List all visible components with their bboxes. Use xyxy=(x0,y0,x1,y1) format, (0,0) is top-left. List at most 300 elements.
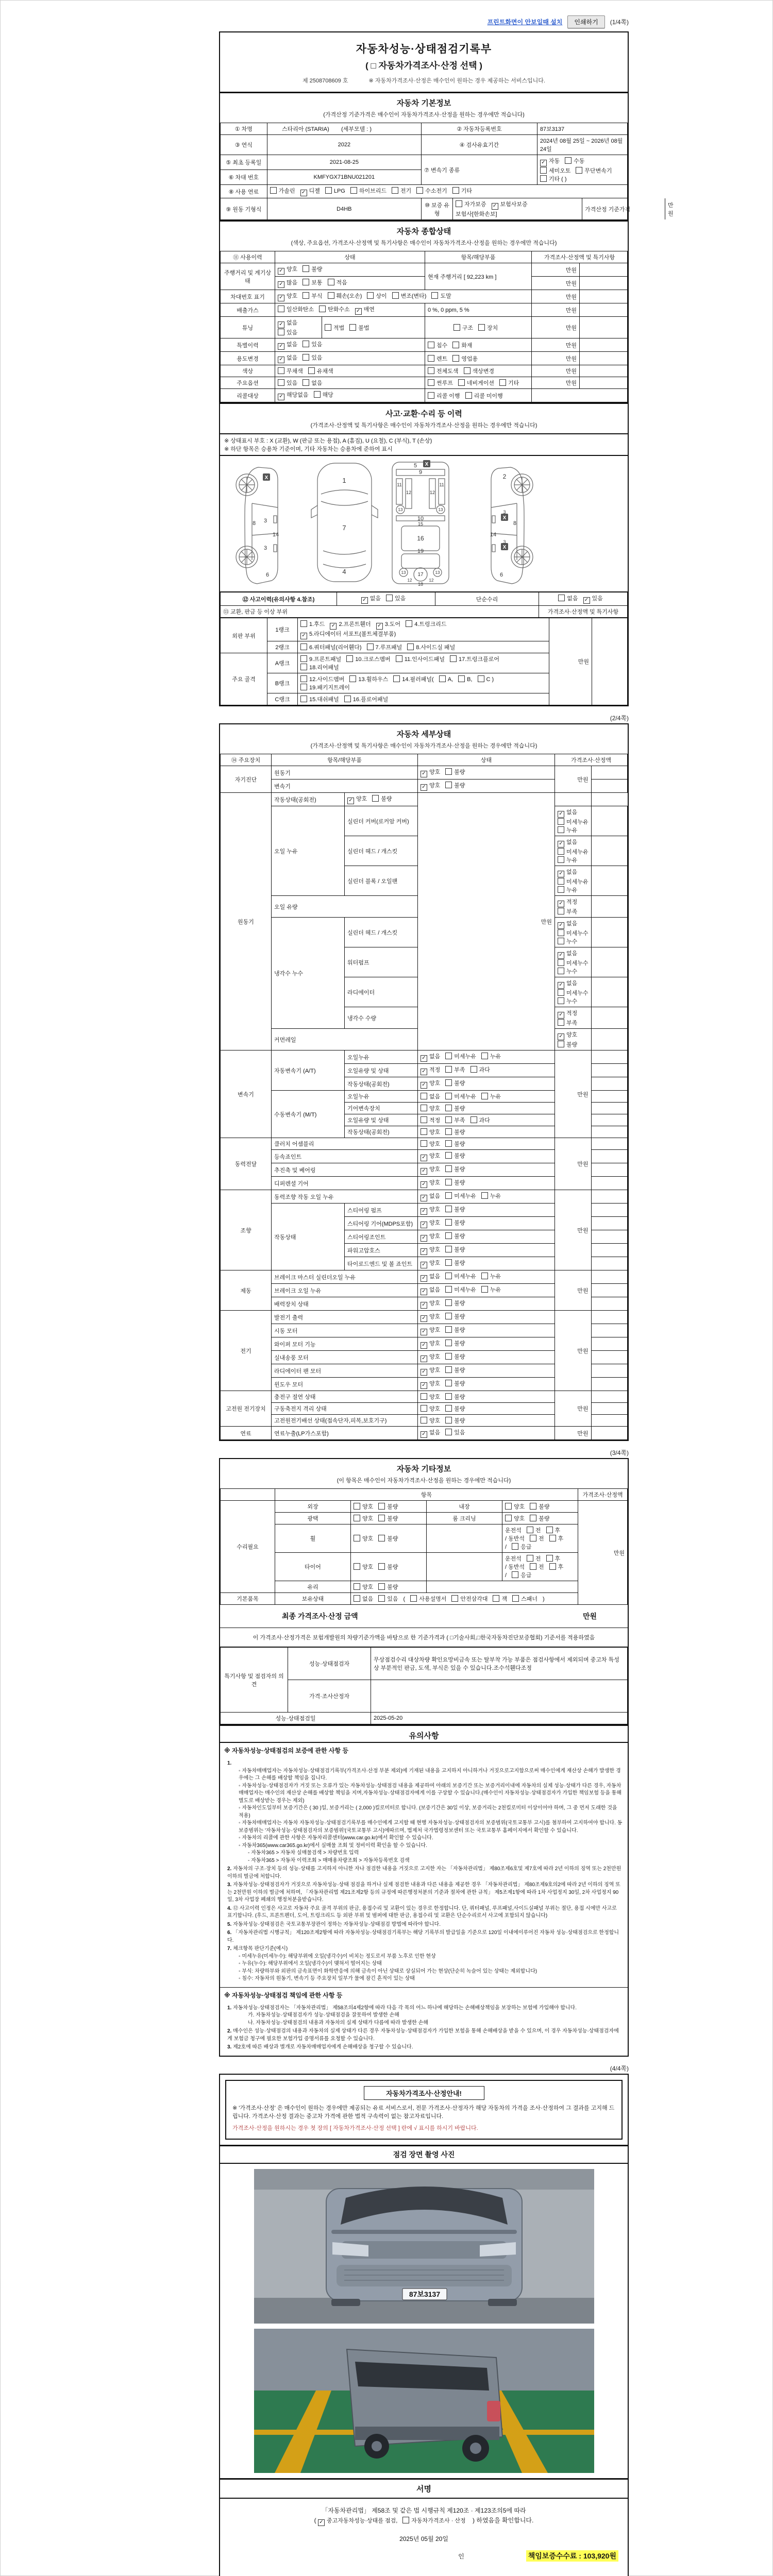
price-input-cell[interactable] xyxy=(591,1230,628,1244)
checkbox-불량[interactable] xyxy=(445,1366,452,1373)
checkbox-누수[interactable] xyxy=(558,938,564,944)
checkbox-리콜 이행[interactable] xyxy=(428,392,434,399)
checkbox-없음[interactable] xyxy=(421,1093,427,1099)
checkbox-무단변속기[interactable] xyxy=(576,167,582,174)
price-input-cell[interactable] xyxy=(580,365,628,377)
checkbox-미세누수[interactable] xyxy=(558,929,564,936)
checkbox-불량[interactable] xyxy=(445,1128,452,1135)
check-option: 화재 xyxy=(452,341,472,349)
price-input-cell[interactable] xyxy=(591,1364,628,1378)
checkbox-영업용[interactable] xyxy=(452,355,459,362)
price-input-cell[interactable] xyxy=(591,1103,628,1114)
checkbox-누수[interactable] xyxy=(558,997,564,1004)
price-input-cell[interactable] xyxy=(591,1217,628,1230)
checkbox-3.도어[interactable]: ✓ xyxy=(376,623,383,630)
checkbox-양호[interactable]: ✓ xyxy=(347,798,354,804)
checkbox-후[interactable] xyxy=(546,1555,553,1562)
emission-values: 0 %, 0 ppm, 5 % xyxy=(425,303,532,317)
notice-section-a-title: ※ 자동차성능·상태점검의 보증에 관한 사항 등 xyxy=(220,1742,628,1758)
checkbox-없음[interactable]: ✓ xyxy=(558,871,564,877)
price-input-cell[interactable] xyxy=(591,1337,628,1351)
checkbox-양호[interactable] xyxy=(421,1128,427,1135)
price-input-cell[interactable] xyxy=(591,1007,628,1029)
checkbox-있음[interactable] xyxy=(378,1595,385,1602)
checkbox-불량[interactable] xyxy=(378,1563,385,1570)
price-input-cell[interactable] xyxy=(580,303,628,317)
checkbox-14.필러패널([interactable] xyxy=(393,675,400,682)
check-option: 수소전기 xyxy=(416,187,447,195)
checkbox-하이브리드[interactable] xyxy=(350,187,357,194)
price-input-cell[interactable] xyxy=(591,1091,628,1103)
checkbox-적정[interactable]: ✓ xyxy=(558,1012,564,1019)
checkbox-응급[interactable] xyxy=(512,1571,518,1578)
price-input-cell[interactable] xyxy=(591,1150,628,1163)
price-input-cell[interactable] xyxy=(591,1270,628,1284)
checkbox-미세누유[interactable] xyxy=(558,818,564,825)
checkbox-디젤[interactable]: ✓ xyxy=(300,190,307,196)
checkbox-있음[interactable]: ✓ xyxy=(583,597,590,604)
checkbox-후[interactable] xyxy=(549,1535,556,1541)
checkbox-양호[interactable]: ✓ xyxy=(278,268,284,275)
price-input-cell[interactable] xyxy=(591,1077,628,1091)
checkbox-누수[interactable] xyxy=(558,968,564,974)
checkbox-양호[interactable] xyxy=(354,1563,360,1570)
checkbox-불량[interactable] xyxy=(378,1503,385,1510)
notice-item: 2. 매수인은 성능·상태점검의 내용과 자동차의 실제 상태가 다른 경우 자동차성능·상태점검자가 가입한 보험을 통해 손해배상을 받을 수 있으며, 이 경우 자동차성능·상태점검자에게 보험금 청구에 필요한 보험가입 증명서류를 요청할 수 있습니다. xyxy=(227,2028,619,2042)
checkbox-B,[interactable] xyxy=(458,675,465,682)
price-input-cell[interactable] xyxy=(591,1190,628,1204)
checkbox-양호[interactable]: ✓ xyxy=(421,1355,427,1362)
checkbox-세미오토[interactable] xyxy=(540,167,547,174)
check-option: 가솔린 xyxy=(270,187,295,195)
price-input-cell[interactable] xyxy=(591,1163,628,1177)
price-input-cell[interactable] xyxy=(591,1050,628,1064)
checkbox-불량[interactable] xyxy=(445,1353,452,1360)
checkbox-적정[interactable]: ✓ xyxy=(421,1069,427,1075)
print-install-link[interactable]: 프린트화면이 안보일때 설치 xyxy=(487,19,563,26)
price-input-cell[interactable] xyxy=(591,896,628,918)
price-input-cell[interactable] xyxy=(591,1427,628,1440)
emission-checks xyxy=(275,303,425,317)
checkbox-전[interactable] xyxy=(527,1527,533,1533)
checkbox-9.프론트패널[interactable] xyxy=(300,655,307,662)
checkbox-일산화탄소[interactable] xyxy=(278,306,284,312)
checkbox-불량[interactable] xyxy=(445,782,452,788)
price-input-cell[interactable] xyxy=(580,317,628,338)
checkbox-과다[interactable] xyxy=(470,1066,477,1073)
checkbox-불량[interactable] xyxy=(445,1380,452,1386)
checkbox-불량[interactable] xyxy=(445,1179,452,1185)
checkbox-부식[interactable] xyxy=(303,292,309,299)
price-input-cell[interactable] xyxy=(591,1297,628,1311)
check-option: 있음 xyxy=(303,340,322,348)
checkbox-불량[interactable] xyxy=(445,1299,452,1306)
price-input-cell[interactable] xyxy=(591,1257,628,1270)
price-input-cell[interactable] xyxy=(591,806,628,836)
checkbox-양호[interactable] xyxy=(421,1140,427,1147)
checkbox-부족[interactable] xyxy=(445,1066,452,1073)
checkbox-15.대쉬패널[interactable] xyxy=(300,696,307,702)
checkbox-있음[interactable] xyxy=(278,329,284,335)
checkbox-없음[interactable]: ✓ xyxy=(421,1275,427,1282)
check-option: 양호 xyxy=(421,1104,440,1112)
checkbox-양호[interactable] xyxy=(421,1405,427,1412)
price-input-cell[interactable] xyxy=(580,377,628,389)
checkbox-없음[interactable]: ✓ xyxy=(421,1431,427,1438)
check-option: ✓ 있음 xyxy=(583,594,603,604)
checkbox-미세누수[interactable] xyxy=(558,959,564,966)
checkbox-불량[interactable] xyxy=(530,1515,536,1521)
checkbox-적정[interactable] xyxy=(421,1116,427,1123)
price-input-cell[interactable] xyxy=(591,766,628,779)
checkbox-없음[interactable] xyxy=(354,1595,360,1602)
svg-text:12: 12 xyxy=(406,490,412,495)
state-checks xyxy=(418,1311,555,1324)
checkbox-양호[interactable]: ✓ xyxy=(421,1262,427,1268)
checkbox-미세누유[interactable] xyxy=(445,1053,452,1059)
checkbox-불량[interactable] xyxy=(378,1535,385,1541)
checkbox-미세누유[interactable] xyxy=(445,1273,452,1279)
checkbox-전[interactable] xyxy=(530,1535,536,1541)
checkbox-불량[interactable] xyxy=(445,1219,452,1226)
checkbox-7.루프패널[interactable] xyxy=(367,643,374,650)
checkbox-적법[interactable] xyxy=(325,324,331,331)
checkbox-불량[interactable] xyxy=(445,1340,452,1346)
checkbox-있음[interactable] xyxy=(303,341,309,347)
checkbox-불량[interactable] xyxy=(445,1417,452,1423)
checkbox-양호[interactable] xyxy=(421,1417,427,1423)
checkbox-화재[interactable] xyxy=(452,342,459,348)
checkbox-C )[interactable] xyxy=(478,675,484,682)
checkbox-탄화수소[interactable] xyxy=(319,306,326,312)
checkbox-6.쿼터패널(리어휀다)[interactable] xyxy=(300,643,307,650)
checkbox-수소전기[interactable] xyxy=(416,187,423,194)
price-input-cell[interactable] xyxy=(591,947,628,977)
checkbox-양호[interactable]: ✓ xyxy=(421,1181,427,1188)
checkbox-18.리어패널[interactable] xyxy=(300,664,307,670)
checkbox-양호[interactable] xyxy=(354,1503,360,1510)
checkbox-기타 ( )[interactable] xyxy=(540,175,547,182)
check-option: 응급 xyxy=(512,1543,531,1551)
checkbox-19.패키지트레이[interactable] xyxy=(300,684,307,690)
checkbox-불량[interactable] xyxy=(445,1393,452,1400)
price-input-cell[interactable] xyxy=(591,1324,628,1337)
checkbox-불량[interactable] xyxy=(530,1503,536,1510)
checkbox-부족[interactable] xyxy=(445,1116,452,1123)
price-input-cell[interactable] xyxy=(591,1204,628,1217)
price-input-cell[interactable] xyxy=(591,866,628,896)
price-input-cell[interactable] xyxy=(580,338,628,352)
checkbox-적정[interactable]: ✓ xyxy=(558,901,564,907)
state-checks xyxy=(418,1150,555,1163)
price-input-cell[interactable] xyxy=(591,779,628,793)
checkbox-불량[interactable] xyxy=(558,1041,564,1047)
checkbox-전기[interactable] xyxy=(392,187,398,194)
checkbox-없음[interactable]: ✓ xyxy=(558,841,564,848)
price-input-cell[interactable] xyxy=(591,1177,628,1190)
price-input-cell[interactable] xyxy=(592,618,628,705)
checkbox-없음[interactable]: ✓ xyxy=(278,343,284,350)
checkbox-불법[interactable] xyxy=(349,324,356,331)
checkbox-양호[interactable]: ✓ xyxy=(558,1033,564,1040)
checkbox-불량[interactable] xyxy=(445,1232,452,1239)
price-input-cell[interactable] xyxy=(555,793,592,806)
price-input-cell[interactable] xyxy=(591,1126,628,1138)
checkbox-무채색[interactable] xyxy=(278,367,284,374)
checkbox-스패너[interactable] xyxy=(512,1595,519,1602)
checkbox-변조(변타)[interactable] xyxy=(392,292,399,299)
vehicle-photo-rear xyxy=(254,2329,594,2473)
checkbox-양호[interactable]: ✓ xyxy=(421,1222,427,1228)
checkbox-자동[interactable]: ✓ xyxy=(540,160,547,166)
checkbox-양호[interactable]: ✓ xyxy=(421,1369,427,1376)
checkbox-LPG[interactable] xyxy=(325,187,332,194)
checkbox-색상변경[interactable] xyxy=(464,367,470,374)
checkbox-불량[interactable] xyxy=(445,768,452,775)
first-reg-date: 2021-08-25 xyxy=(267,155,421,170)
checkbox-양호[interactable]: ✓ xyxy=(421,1155,427,1161)
checkbox-누유[interactable] xyxy=(481,1273,488,1279)
sub-group: 작동상태 xyxy=(272,1204,345,1270)
checkbox-1.후드[interactable] xyxy=(300,620,307,627)
checkbox-있음[interactable] xyxy=(445,1429,452,1435)
checkbox-매연[interactable]: ✓ xyxy=(355,308,362,315)
option-checks xyxy=(275,377,425,389)
checkbox-양호[interactable]: ✓ xyxy=(421,784,427,791)
notice-subline: - 자동차365 > 자동차 실매물검색 > 차량번호 입력 xyxy=(248,1850,359,1856)
check-option: 누수 xyxy=(558,937,577,945)
checkbox-기타[interactable] xyxy=(499,379,506,386)
checkbox-2.프론트휀더[interactable]: ✓ xyxy=(330,623,337,630)
checkbox-보통[interactable] xyxy=(303,279,309,285)
mileage-state2 xyxy=(275,277,425,290)
checkbox-전체도색[interactable] xyxy=(428,367,434,374)
checkbox-양호[interactable]: ✓ xyxy=(421,1342,427,1349)
checkbox-잭[interactable] xyxy=(493,1595,499,1602)
checkbox-누유[interactable] xyxy=(481,1053,488,1059)
checkbox-누유[interactable] xyxy=(481,1192,488,1199)
svg-text:19: 19 xyxy=(417,548,424,554)
checkbox-누유[interactable] xyxy=(481,1093,488,1099)
checkbox-불량[interactable] xyxy=(445,1105,452,1111)
checkbox-양호[interactable]: ✓ xyxy=(421,1082,427,1089)
checkbox-11.인사이드패널[interactable] xyxy=(396,655,402,662)
checkbox-장치[interactable] xyxy=(478,324,485,331)
checkbox-미세누유[interactable] xyxy=(558,878,564,885)
checkbox-썬루프[interactable] xyxy=(428,379,434,386)
checkbox-양호[interactable] xyxy=(505,1515,512,1521)
checkbox-불량[interactable] xyxy=(445,1165,452,1172)
notice-item: 2. 자동차의 구조·장치 등의 성능·상태를 고지하지 아니한 자나 점검한 내용을 거짓으로 고지한 자는 「자동차관리법」 제80조제6호및 제7호에 따라 2년 이하의 징역 또는 2천만원 이하의 벌금에 처합니다. xyxy=(227,1866,621,1879)
checkbox-미세누유[interactable] xyxy=(445,1192,452,1199)
checkbox-없음[interactable]: ✓ xyxy=(361,597,368,604)
checkbox-8.사이드실 패널[interactable] xyxy=(407,643,414,650)
checkbox-보험사보증[interactable]: ✓ xyxy=(492,203,498,210)
checkbox-양호[interactable]: ✓ xyxy=(421,1248,427,1255)
checkbox-누유[interactable] xyxy=(481,1286,488,1293)
price-input-cell[interactable] xyxy=(591,1114,628,1126)
checkbox-미세누수[interactable] xyxy=(558,989,564,996)
checkbox-사용설명서[interactable] xyxy=(410,1595,417,1602)
price-input-cell[interactable] xyxy=(591,977,628,1007)
print-button[interactable]: 인쇄하기 xyxy=(567,15,604,28)
checkbox-17.트렁크플로어[interactable] xyxy=(450,655,457,662)
price-input-cell[interactable] xyxy=(580,290,628,303)
check-option: 불량 xyxy=(445,1379,465,1387)
checkbox-양호[interactable] xyxy=(505,1503,512,1510)
checkbox-불량[interactable] xyxy=(372,795,379,802)
checkbox-10.크로스멤버[interactable] xyxy=(346,655,353,662)
checkbox-양호[interactable]: ✓ xyxy=(421,771,427,777)
price-input-cell[interactable] xyxy=(591,1378,628,1391)
checkbox-양호[interactable]: ✓ xyxy=(421,1329,427,1335)
checkbox-가솔린[interactable] xyxy=(270,187,277,194)
check-option: ✓ 디젤 xyxy=(300,187,320,196)
checkbox-상이[interactable] xyxy=(367,292,374,299)
checkbox-양호[interactable] xyxy=(421,1105,427,1111)
checkbox-있음[interactable] xyxy=(278,379,284,386)
checkbox-없음[interactable]: ✓ xyxy=(558,811,564,818)
price-input-cell[interactable] xyxy=(591,1029,628,1050)
checkbox-불량[interactable] xyxy=(445,1206,452,1212)
checkbox-없음[interactable]: ✓ xyxy=(421,1055,427,1062)
price-input-cell[interactable] xyxy=(591,1415,628,1427)
checkbox-양호[interactable]: ✓ xyxy=(421,1235,427,1242)
checkbox-안전삼각대[interactable] xyxy=(451,1595,458,1602)
checkbox-적음[interactable] xyxy=(328,279,334,285)
price-input-cell[interactable] xyxy=(591,1138,628,1150)
checkbox-없음[interactable]: ✓ xyxy=(278,321,284,328)
checkbox-불량[interactable] xyxy=(445,1246,452,1252)
checkbox-불량[interactable] xyxy=(378,1515,385,1521)
checkbox-양호[interactable]: ✓ xyxy=(278,295,284,301)
checkbox-불량[interactable] xyxy=(445,1140,452,1147)
checkbox-미세누유[interactable] xyxy=(558,848,564,855)
price-input-cell[interactable] xyxy=(591,918,628,947)
check-option: 무단변속기 xyxy=(576,166,612,175)
checkbox-불량[interactable] xyxy=(445,1326,452,1333)
checkbox-양호[interactable]: ✓ xyxy=(421,1382,427,1389)
checkbox-해당없음[interactable]: ✓ xyxy=(278,394,284,400)
checkbox-불량[interactable] xyxy=(445,1405,452,1412)
checkbox-렌트[interactable] xyxy=(428,355,434,362)
checkbox-누유[interactable] xyxy=(558,886,564,893)
svg-text:11: 11 xyxy=(397,482,402,487)
checkbox-양호[interactable] xyxy=(354,1515,360,1521)
checkbox-후[interactable] xyxy=(549,1563,556,1570)
checkbox-양호[interactable] xyxy=(421,1393,427,1400)
checkbox-있음[interactable] xyxy=(303,354,309,361)
checkbox-부족[interactable] xyxy=(558,908,564,914)
checkbox-중고자동차성능·상태를 점검,[interactable]: ✓ xyxy=(318,2519,325,2526)
price-input-cell[interactable] xyxy=(580,263,628,277)
checkbox-기타[interactable] xyxy=(452,187,459,194)
emission-label: 배출가스 xyxy=(221,303,275,317)
checkbox-4.트렁크리드[interactable] xyxy=(406,620,412,627)
checkbox-없음[interactable]: ✓ xyxy=(558,922,564,929)
checkbox-유채색[interactable] xyxy=(308,367,315,374)
checkbox-응급[interactable] xyxy=(512,1543,518,1550)
checkbox-전[interactable] xyxy=(530,1563,536,1570)
check-option: 불량 xyxy=(445,1393,465,1401)
checkbox-수동[interactable] xyxy=(565,157,572,164)
checkbox-12.사이드멤버[interactable] xyxy=(300,675,307,682)
checkbox-전[interactable] xyxy=(527,1555,533,1562)
checkbox-누유[interactable] xyxy=(558,856,564,863)
checkbox-양호[interactable] xyxy=(354,1583,360,1590)
checkbox-자가보증[interactable] xyxy=(456,200,462,207)
price-input-cell[interactable] xyxy=(591,1311,628,1324)
checkbox-16.플로어패널[interactable] xyxy=(344,696,351,702)
checkbox-리콜 미이행[interactable] xyxy=(465,392,472,399)
checkbox-없음[interactable]: ✓ xyxy=(278,357,284,363)
check-option: 유채색 xyxy=(308,367,333,375)
price-input-cell[interactable] xyxy=(591,1403,628,1415)
price-input-cell[interactable] xyxy=(591,1244,628,1257)
checkbox-불량[interactable] xyxy=(378,1583,385,1590)
price-input-cell[interactable] xyxy=(591,1391,628,1403)
checkbox-양호[interactable]: ✓ xyxy=(421,1315,427,1322)
checkbox-없음[interactable] xyxy=(558,595,565,601)
checkbox-불량[interactable] xyxy=(445,1079,452,1086)
checkbox-해당[interactable] xyxy=(314,391,321,398)
checkbox-없음[interactable]: ✓ xyxy=(421,1195,427,1201)
checkbox-도말[interactable] xyxy=(431,292,438,299)
price-input-cell[interactable] xyxy=(591,1064,628,1077)
checkbox-불량[interactable] xyxy=(445,1259,452,1266)
checkbox-없음[interactable]: ✓ xyxy=(558,952,564,959)
price-input-cell[interactable] xyxy=(591,836,628,866)
checkbox-없음[interactable] xyxy=(303,379,309,386)
checkbox-A,[interactable] xyxy=(439,675,446,682)
checkbox-후[interactable] xyxy=(546,1527,553,1533)
checkbox-네비게이션[interactable] xyxy=(458,379,465,386)
price-input-cell[interactable] xyxy=(580,352,628,365)
price-input-cell[interactable] xyxy=(591,1351,628,1364)
check-option: 14.필러패널( xyxy=(393,675,433,683)
checkbox-없음[interactable]: ✓ xyxy=(558,982,564,989)
checkbox-미세누유[interactable] xyxy=(445,1286,452,1293)
price-input-cell[interactable] xyxy=(580,277,628,290)
check-option: 불량 xyxy=(378,1583,398,1591)
notice-bullet: ◦ 침수: 자동차의 원동기, 변속기 등 주요장치 일부가 물에 잠긴 흔적이 있는 상태 xyxy=(239,1976,415,1981)
check-option: 스패너 xyxy=(512,1595,537,1603)
checkbox-미세누유[interactable] xyxy=(445,1093,452,1099)
checkbox-과다[interactable] xyxy=(470,1116,477,1123)
checkbox-침수[interactable] xyxy=(428,342,434,348)
price-input-cell[interactable] xyxy=(591,1284,628,1297)
checkbox-누유[interactable] xyxy=(558,826,564,833)
checkbox-양호[interactable]: ✓ xyxy=(421,1168,427,1175)
checkbox-많음[interactable]: ✓ xyxy=(278,281,284,288)
checkbox-자동차가격조사 · 산정[interactable] xyxy=(402,2517,409,2523)
checkbox-훼손(오손)[interactable] xyxy=(328,292,334,299)
state-checks xyxy=(418,1230,555,1244)
checkbox-양호[interactable]: ✓ xyxy=(421,1208,427,1215)
state-checks xyxy=(418,1415,555,1427)
checkbox-불량[interactable] xyxy=(445,1313,452,1319)
checkbox-불량[interactable] xyxy=(445,1152,452,1159)
checkbox-13.휠하우스[interactable] xyxy=(349,675,356,682)
checkbox-양호[interactable]: ✓ xyxy=(421,1302,427,1309)
checkbox-있음[interactable] xyxy=(386,595,393,601)
checkbox-양호[interactable] xyxy=(354,1535,360,1541)
checkbox-없음[interactable]: ✓ xyxy=(421,1289,427,1295)
checkbox-불량[interactable] xyxy=(303,265,309,272)
checkbox-구조[interactable] xyxy=(453,324,460,331)
checkbox-부족[interactable] xyxy=(558,1019,564,1026)
checkbox-5.라디에이터 서포트(볼트체결부품)[interactable]: ✓ xyxy=(300,633,307,639)
